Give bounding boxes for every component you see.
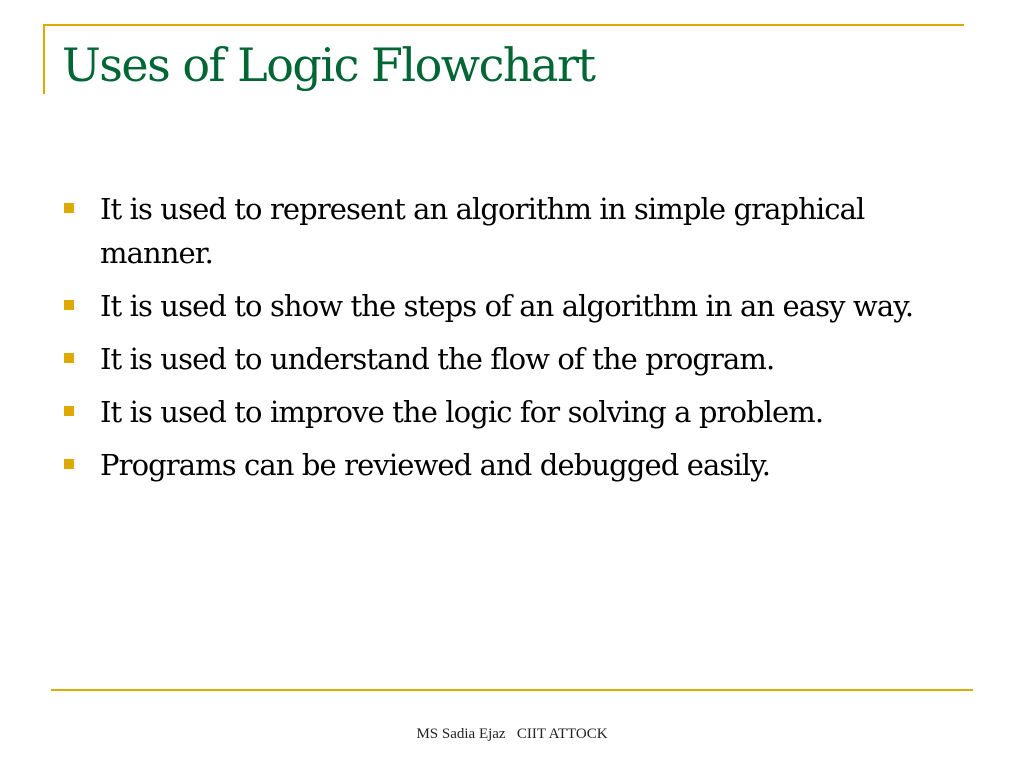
slide-title: Uses of Logic Flowchart <box>62 38 595 92</box>
slide-footer: MS Sadia Ejaz CIIT ATTOCK <box>416 726 608 742</box>
square-bullet-icon <box>64 459 74 469</box>
bullet-item <box>64 337 954 381</box>
top-divider <box>43 24 964 26</box>
bullet-list <box>64 187 954 496</box>
square-bullet-icon <box>64 203 74 213</box>
bottom-divider <box>51 689 973 691</box>
bullet-item <box>64 443 954 487</box>
bullet-text: It is used to improve the logic for solving a problem. <box>100 395 824 429</box>
bullet-item <box>64 390 954 434</box>
bullet-item <box>64 187 954 275</box>
bullet-text: Programs can be reviewed and debugged easily. <box>100 448 771 482</box>
bullet-item <box>64 284 954 328</box>
bullet-text: It is used to represent an algorithm in simple graphical manner. <box>100 192 865 270</box>
left-divider <box>43 24 45 94</box>
bullet-text: It is used to show the steps of an algorithm in an easy way. <box>100 289 914 323</box>
square-bullet-icon <box>64 353 74 363</box>
square-bullet-icon <box>64 406 74 416</box>
bullet-text: It is used to understand the flow of the program. <box>100 342 775 376</box>
square-bullet-icon <box>64 300 74 310</box>
